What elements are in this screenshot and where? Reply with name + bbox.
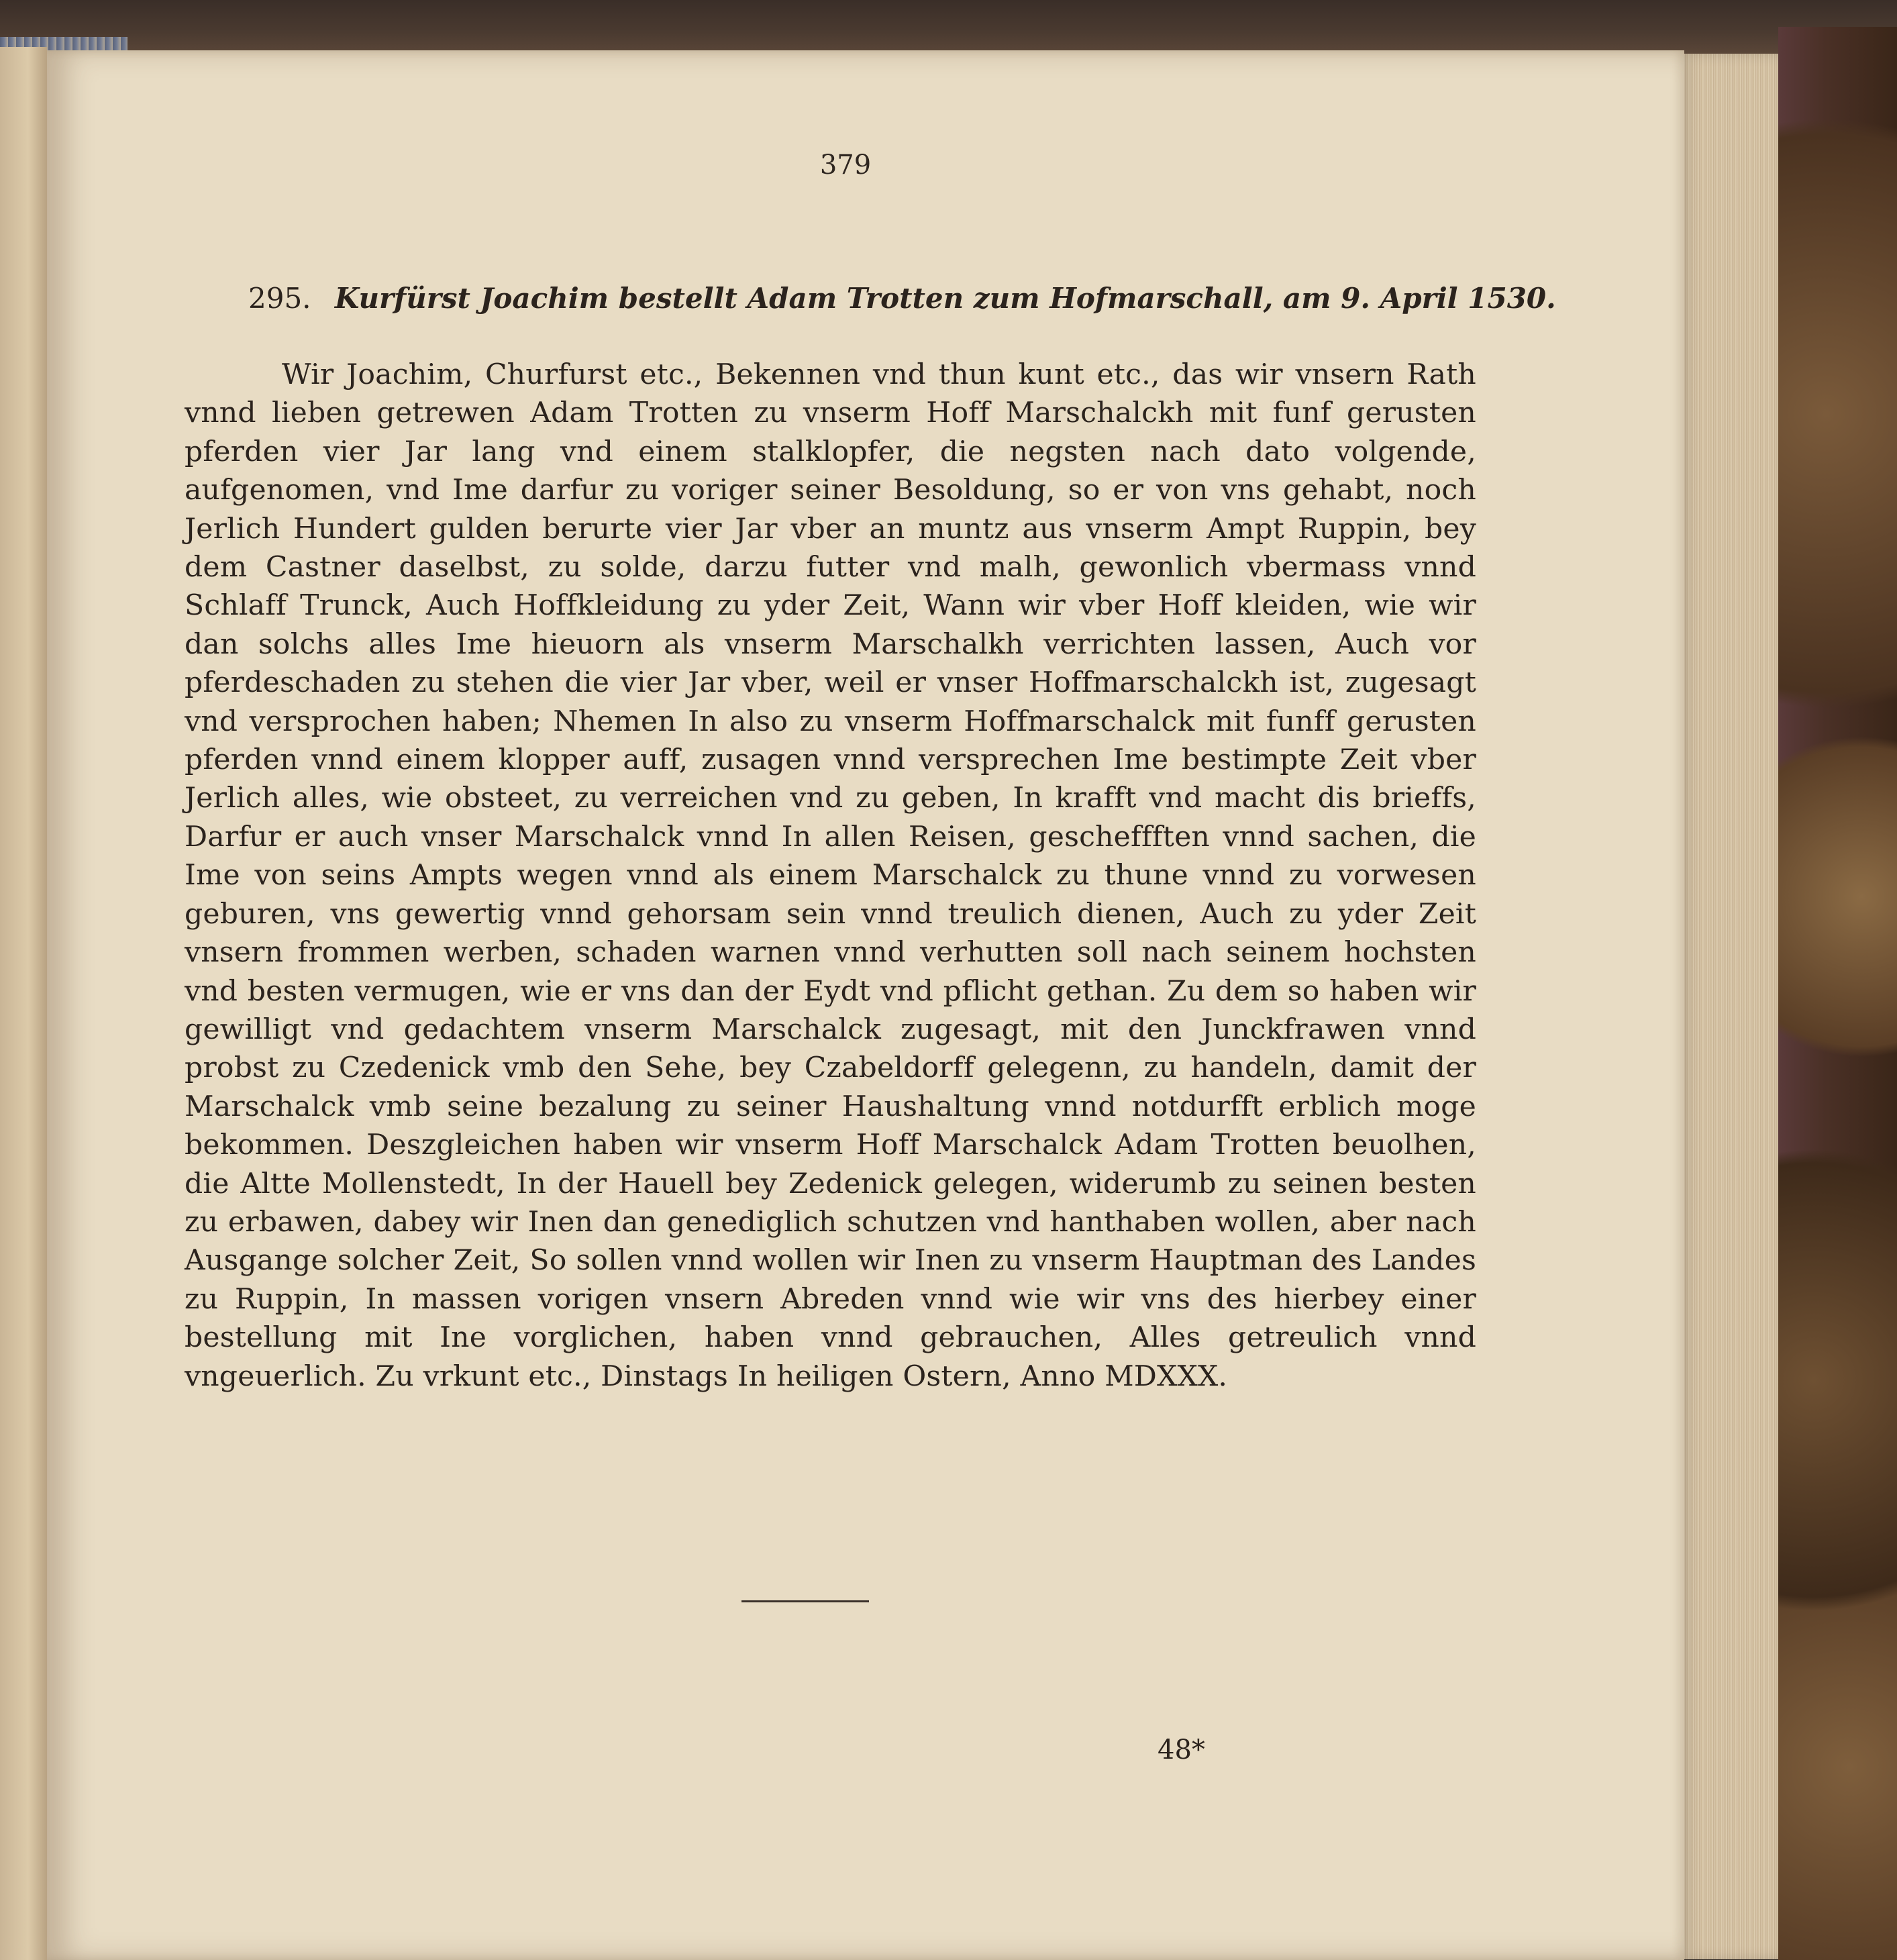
book-cover-edge — [0, 0, 1897, 54]
section-divider — [741, 1600, 869, 1602]
left-page-edge — [0, 47, 47, 1960]
marbled-board — [1778, 27, 1897, 1960]
document-number: 295. — [248, 282, 311, 315]
document-body: Wir Joachim, Churfurst etc., Bekennen vnd thun kunt etc., das wir vnsern Rath vnnd lieben getrewen Adam Trotten zu vnserm Hoff Marschalckh mit funf gerusten pferden vier Jar lang vnd einem stalklopfer, die negsten nach dato volgende, aufgenomen, vnd Ime darfur zu voriger seiner Besoldung, so er von vns gehabt, noch Jerlich Hundert gulden berurte vier Jar vber an muntz aus vnserm Ampt Ruppin, bey dem Castner daselbst, zu solde, darzu futter vnd malh, gewonlich vbermass vnnd Schlaff Trunck, Auch Hoffkleidung zu yder Zeit, Wann wir vber Hoff kleiden, wie wir dan solchs alles Ime hieuorn als vnserm Marschalkh verrichten lassen, Auch vor pferdeschaden zu stehen die vier Jar vber, weil er vnser Hoffmarschalckh ist, zugesagt vnd versprochen haben; Nhemen In also zu vnserm Hoffmarschalck mit funff gerusten pferden vnnd einem klopper auff, zusagen vnnd versprechen Ime bestimpte Zeit vber Jerlich alles, wie obsteet, zu verreichen vnd zu geben, In krafft vnd macht dis brieffs, Darfur er auch vnser Marschalck vnnd In allen Reisen, gescheffften vnnd sachen, die Ime von seins Ampts wegen vnnd als einem Marschalck zu thune vnnd zu vorwesen geburen, vns gewertig vnnd gehorsam sein vnnd treulich dienen, Auch zu yder Zeit vnsern frommen werben, schaden warnen vnnd verhutten soll nach seinem hochsten vnd besten vermugen, wie er vns dan der Eydt vnd pflicht gethan. Zu dem so haben wir gewilligt vnd gedachtem vnserm Marschalck zugesagt, mit den Junckfrawen vnnd probst zu Czedenick vmb den Sehe, bey Czabeldorff gelegenn, zu handeln, damit der Marschalck vmb seine bezalung zu seiner Haushaltung vnnd notdurfft erblich moge bekommen. Deszgleichen haben wir vnserm Hoff Marschalck Adam Trotten beuolhen, die Altte Mollenstedt, In der Hauell bey Zedenick gelegen, widerumb zu seinen besten zu erbawen, dabey wir Inen dan genediglich schutzen vnd hanthaben wollen, aber nach Ausgange solcher Zeit, So sollen vnnd wollen wir Inen zu vnserm Hauptman des Landes zu Ruppin, In massen vorigen vnsern Abreden vnnd wie wir vns des hierbey einer bestellung mit Ine vorglichen, haben vnnd gebrauchen, Alles getreulich vnnd vngeuerlich. Zu vrkunt etc., Dinstags In heiligen Ostern, Anno MDXXX. — [185, 358, 1476, 1393]
page-edges — [1681, 54, 1778, 1959]
book-page — [47, 50, 1684, 1960]
document-title: Kurfürst Joachim bestellt Adam Trotten zum Hofmarschall, am 9. April 1530. — [334, 282, 1556, 315]
signature-mark: 48* — [1158, 1735, 1205, 1765]
document-heading — [248, 282, 1556, 315]
page-number: 379 — [819, 150, 872, 180]
